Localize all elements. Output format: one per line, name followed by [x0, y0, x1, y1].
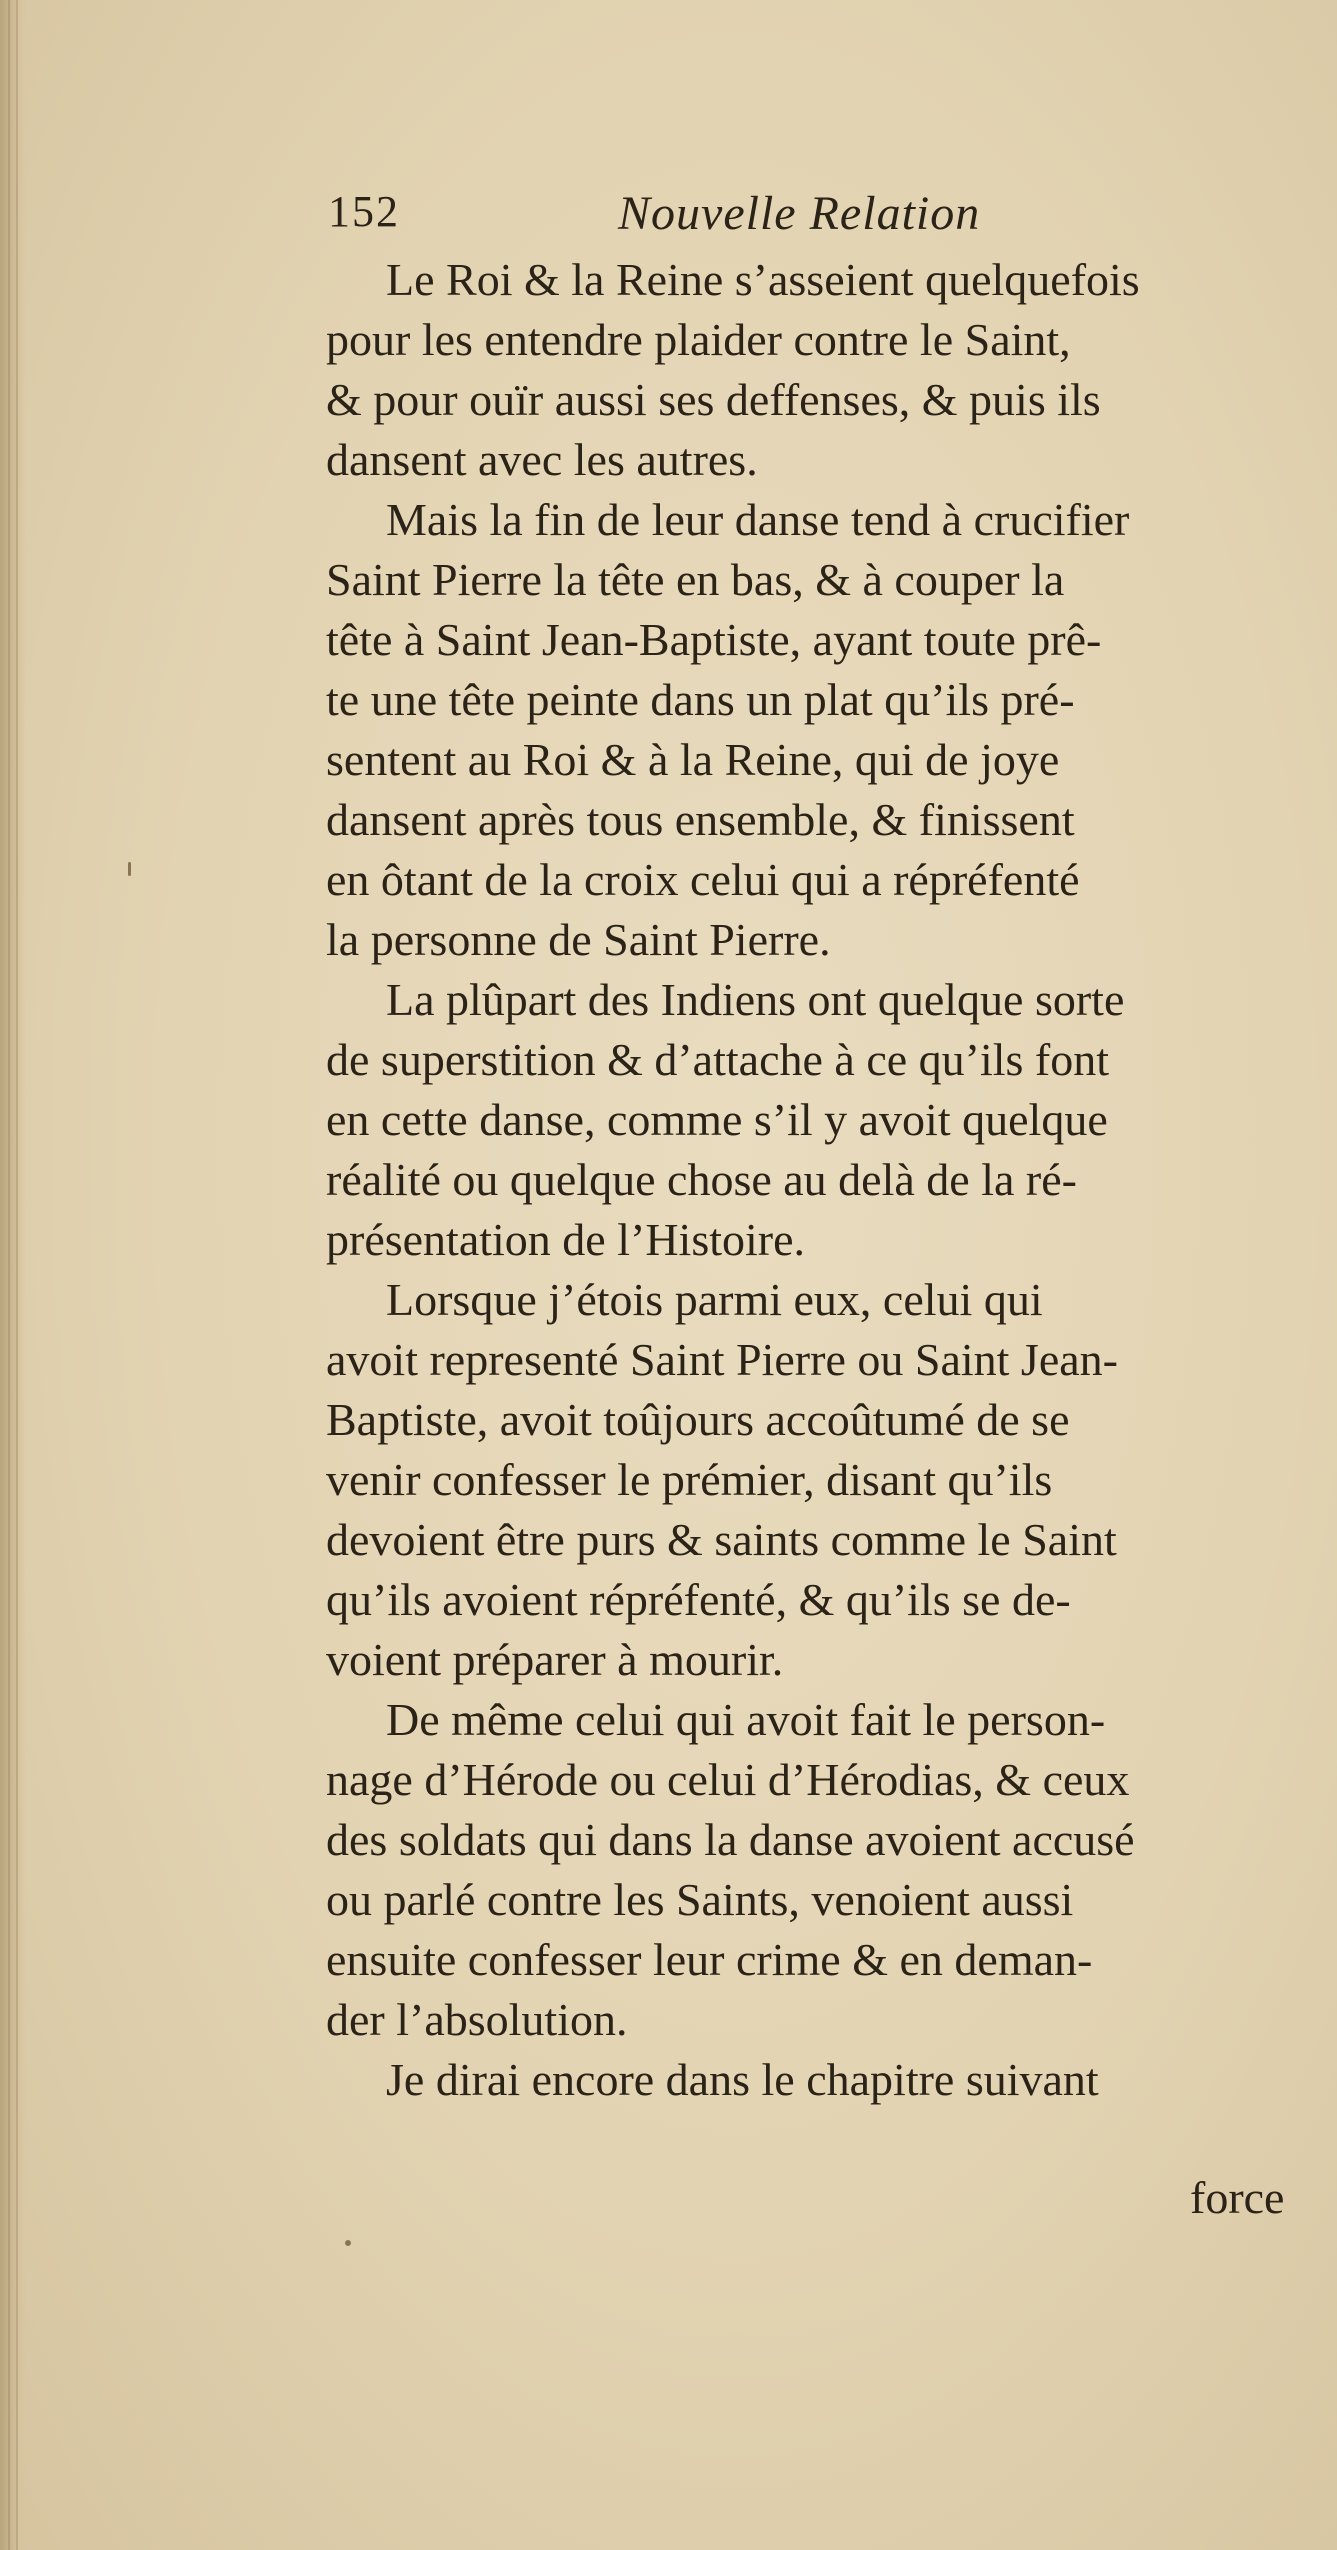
text-line: ensuite confesser leur crime & en deman-	[326, 1934, 1093, 1985]
running-title: Nouvelle Relation	[618, 187, 981, 240]
page-number: 152	[328, 187, 400, 236]
text-line: de superstition & d’attache à ce qu’ils font	[326, 1034, 1110, 1085]
text-line: der l’absolution.	[326, 1994, 628, 2045]
text-line: Mais la fin de leur danse tend à crucifier	[386, 494, 1130, 545]
text-line: te une tête peinte dans un plat qu’ils pré-	[326, 674, 1075, 725]
text-line: nage d’Hérode ou celui d’Hérodias, & ceux	[326, 1754, 1130, 1805]
text-line: Le Roi & la Reine s’asseient quelquefois	[386, 254, 1140, 305]
text-line: dansent après tous ensemble, & finissent	[326, 794, 1075, 845]
text-line: des soldats qui dans la danse avoient accusé	[326, 1814, 1135, 1865]
text-line: avoit representé Saint Pierre ou Saint Jean-	[326, 1334, 1118, 1385]
running-head	[328, 186, 1128, 256]
text-line: présentation de l’Histoire.	[326, 1214, 806, 1265]
text-line: devoient être purs & saints comme le Saint	[326, 1514, 1117, 1565]
text-line: voient préparer à mourir.	[326, 1634, 784, 1685]
text-line: Saint Pierre la tête en bas, & à couper la	[326, 554, 1065, 605]
text-line: pour les entendre plaider contre le Saint,	[326, 314, 1071, 365]
ink-speck	[128, 862, 131, 876]
catchword: force	[1190, 2172, 1285, 2223]
edge-line	[16, 0, 18, 2550]
text-line: La plûpart des Indiens ont quelque sorte	[386, 974, 1125, 1025]
text-line: venir confesser le prémier, disant qu’ils	[326, 1454, 1053, 1505]
text-line: en ôtant de la croix celui qui a répréfenté	[326, 854, 1080, 905]
ink-speck	[345, 2240, 351, 2246]
text-line: De même celui qui avoit fait le person-	[386, 1694, 1106, 1745]
body-text	[326, 250, 1286, 2110]
edge-line	[8, 0, 10, 2550]
page-binding-edge	[0, 0, 26, 2550]
text-line: Lorsque j’étois parmi eux, celui qui	[386, 1274, 1043, 1325]
text-line: ou parlé contre les Saints, venoient aussi	[326, 1874, 1074, 1925]
text-line: réalité ou quelque chose au delà de la ré-	[326, 1154, 1077, 1205]
text-line: Baptiste, avoit toûjours accoûtumé de se	[326, 1394, 1070, 1445]
text-line: tête à Saint Jean-Baptiste, ayant toute prê-	[326, 614, 1102, 665]
text-line: en cette danse, comme s’il y avoit quelque	[326, 1094, 1108, 1145]
text-line: la personne de Saint Pierre.	[326, 914, 831, 965]
text-line: qu’ils avoient répréfenté, & qu’ils se de-	[326, 1574, 1071, 1625]
text-line: & pour ouïr aussi ses deffenses, & puis ils	[326, 374, 1101, 425]
text-line: dansent avec les autres.	[326, 434, 758, 485]
text-line: Je dirai encore dans le chapitre suivant	[386, 2054, 1099, 2105]
text-line: sentent au Roi & à la Reine, qui de joye	[326, 734, 1060, 785]
